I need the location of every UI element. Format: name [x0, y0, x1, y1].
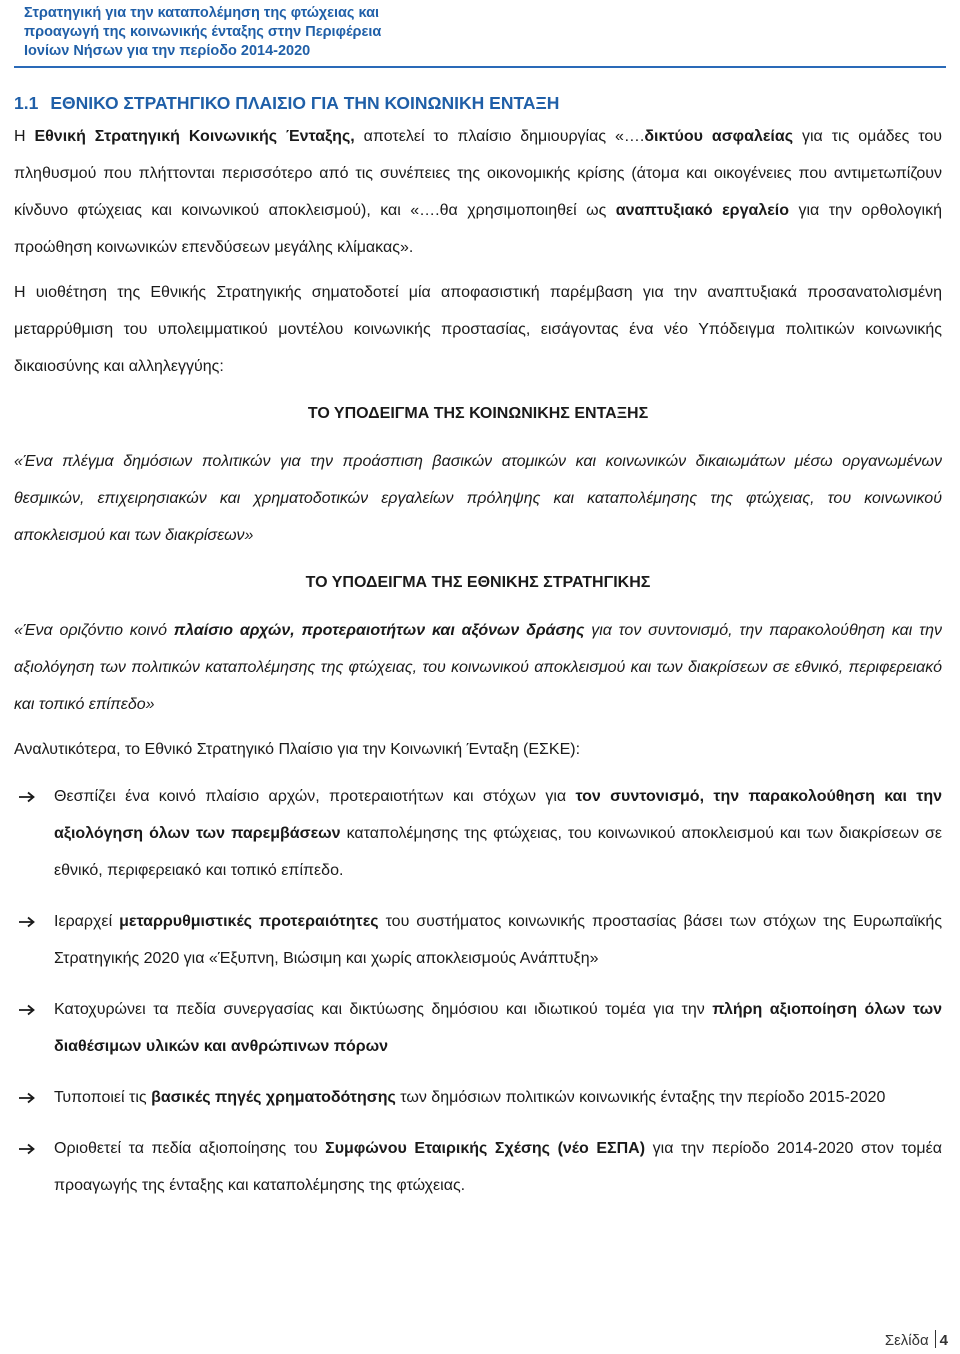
text-run: καταπολέμησης της φτώχειας, του κοινωνικού αποκλεισμού και των διακρίσεων σε εθνικό, περιφερειακό και τοπικό επίπεδο.	[54, 825, 943, 879]
text-run: για τον συντονισμό, την παρακολούθηση και την αξιολόγηση των πολιτικών καταπολέμησης της φτώχειας, του κοινωνικού αποκλεισμού και των διακρίσεων σε εθνικό, περιφερειακό και τοπικό επίπεδο»	[14, 622, 943, 713]
bold-run: δικτύου ασφαλείας	[644, 128, 794, 145]
text-run: «Ένα οριζόντιο κοινό	[14, 622, 174, 639]
arrow-right-icon	[18, 1004, 36, 1016]
page-body	[14, 88, 942, 1218]
page-separator	[935, 1330, 936, 1348]
text-run: Τυποποιεί τις	[54, 1089, 152, 1106]
header-line-3: Ιονίων Νήσων για την περίοδο 2014-2020	[24, 43, 311, 59]
page-footer	[885, 1330, 948, 1349]
list-item-text	[54, 778, 942, 889]
text-run: για τις ομάδες του πληθυσμού που πλήττονται περισσότερο από τις συνέπειες της οικονομικής κρίσης (άτομα και οικογένειες που αντιμετωπίζουν κίνδυνο φτώχειας και κοινωνικού αποκλεισμού), και «….θα χρησιμοποιηθεί ως	[14, 128, 943, 219]
list-item	[14, 991, 942, 1065]
running-header	[24, 4, 404, 61]
list-item	[14, 778, 942, 889]
arrow-right-icon	[18, 1092, 36, 1104]
header-line-2: προαγωγή της κοινωνικής ένταξης στην Περιφέρεια	[24, 24, 382, 40]
list-item-text	[54, 1079, 942, 1116]
arrow-right-icon	[18, 791, 36, 803]
text-run: Κατοχυρώνει τα πεδία συνεργασίας και δικτύωσης δημόσιου και ιδιωτικού τομέα για την	[54, 1001, 713, 1018]
text-run: Ιεραρχεί	[54, 913, 120, 930]
list-item-text	[54, 991, 942, 1065]
page-label: Σελίδα	[884, 1332, 929, 1349]
national-strategy-model-heading: ΤΟ ΥΠΟΔΕΙΓΜΑ ΤΗΣ ΕΘΝΙΚΗΣ ΣΤΡΑΤΗΓΙΚΗΣ	[305, 574, 651, 591]
adoption-paragraph: Η υιοθέτηση της Εθνικής Στρατηγικής σηματοδοτεί μία αποφασιστική παρέμβαση για την αναπτυξιακά προσανατολισμένη μεταρρύθμιση του υπολειμματικού μοντέλου κοινωνικής προστασίας, εισάγοντας ένα νέο Υπόδειγμα πολιτικών κοινωνικής δικαιοσύνης και αλληλεγγύης:	[14, 284, 942, 375]
arrow-right-icon	[18, 1143, 36, 1155]
section-title-text: ΕΘΝΙΚΟ ΣΤΡΑΤΗΓΙΚΟ ΠΛΑΙΣΙΟ ΓΙΑ ΤΗΝ ΚΟΙΝΩΝΙΚΗ ΕΝΤΑΞΗ	[50, 93, 560, 113]
bold-run: μεταρρυθμιστικές προτεραιότητες	[119, 913, 379, 930]
section-number: 1.1	[14, 93, 39, 113]
text-run: για την περίοδο 2014-2020 στον τομέα προαγωγής της ένταξης και καταπολέμησης της φτώχειας.	[54, 1140, 943, 1194]
text-run: Οριοθετεί τα πεδία αξιοποίησης του	[54, 1140, 326, 1157]
bold-run: πλήρη αξιοποίηση όλων των διαθέσιμων υλικών και ανθρώπινων πόρων	[54, 1001, 942, 1055]
header-rule	[14, 66, 946, 68]
section-title	[14, 88, 942, 118]
social-inclusion-model-heading: ΤΟ ΥΠΟΔΕΙΓΜΑ ΤΗΣ ΚΟΙΝΩΝΙΚΗΣ ΕΝΤΑΞΗΣ	[307, 405, 649, 422]
text-run: του συστήματος κοινωνικής προστασίας βάσει των στόχων της Ευρωπαϊκής Στρατηγικής 2020 για «Έξυπνη, Βιώσιμη και χωρίς αποκλεισμούς Ανάπτυξη»	[54, 913, 943, 967]
bold-run: αναπτυξιακό εργαλείο	[615, 202, 790, 219]
list-item	[14, 903, 942, 977]
bold-run: βασικές πηγές χρηματοδότησης	[151, 1089, 396, 1106]
list-item-text	[54, 1130, 942, 1204]
bold-run: Συμφώνου Εταιρικής Σχέσης (νέο ΕΣΠΑ)	[325, 1140, 646, 1157]
bold-run: τον συντονισμό, την παρακολούθηση και την αξιολόγηση όλων των παρεμβάσεων	[54, 788, 943, 842]
list-item	[14, 1130, 942, 1204]
header-line-1: Στρατηγική για την καταπολέμηση της φτώχειας και	[24, 5, 380, 21]
text-run: για την ορθολογική προώθηση κοινωνικών επενδύσεων μεγάλης κλίμακας».	[14, 202, 942, 256]
text-run: Η	[14, 128, 35, 145]
detail-paragraph: Αναλυτικότερα, το Εθνικό Στρατηγικό Πλαίσιο για την Κοινωνική Ένταξη (ΕΣΚΕ):	[14, 741, 581, 758]
text-run: των δημόσιων πολιτικών κοινωνικής ένταξης την περίοδο 2015-2020	[395, 1089, 886, 1106]
list-item-text	[54, 903, 942, 977]
intro-paragraph	[14, 118, 942, 266]
text-run: αποτελεί το πλαίσιο δημιουργίας «….	[354, 128, 645, 145]
social-inclusion-model-quote: «Ένα πλέγμα δημόσιων πολιτικών για την προάσπιση βασικών ατομικών και κοινωνικών δικαιωμάτων μέσω οργανωμένων θεσμικών, επιχειρησιακών και χρηματοδοτικών εργαλείων πρόληψης και καταπολέμησης της φτώχειας, του κοινωνικού αποκλεισμού και των διακρίσεων»	[14, 453, 942, 544]
page-number: 4	[939, 1332, 948, 1349]
bold-run: Εθνική Στρατηγική Κοινωνικής Ένταξης,	[34, 128, 355, 145]
text-run: Θεσπίζει ένα κοινό πλαίσιο αρχών, προτεραιοτήτων και στόχων για	[54, 788, 576, 805]
list-item	[14, 1079, 942, 1116]
bold-run: πλαίσιο αρχών, προτεραιοτήτων και αξόνων δράσης	[173, 622, 585, 639]
arrow-right-icon	[18, 916, 36, 928]
national-strategy-model-quote	[14, 612, 942, 723]
